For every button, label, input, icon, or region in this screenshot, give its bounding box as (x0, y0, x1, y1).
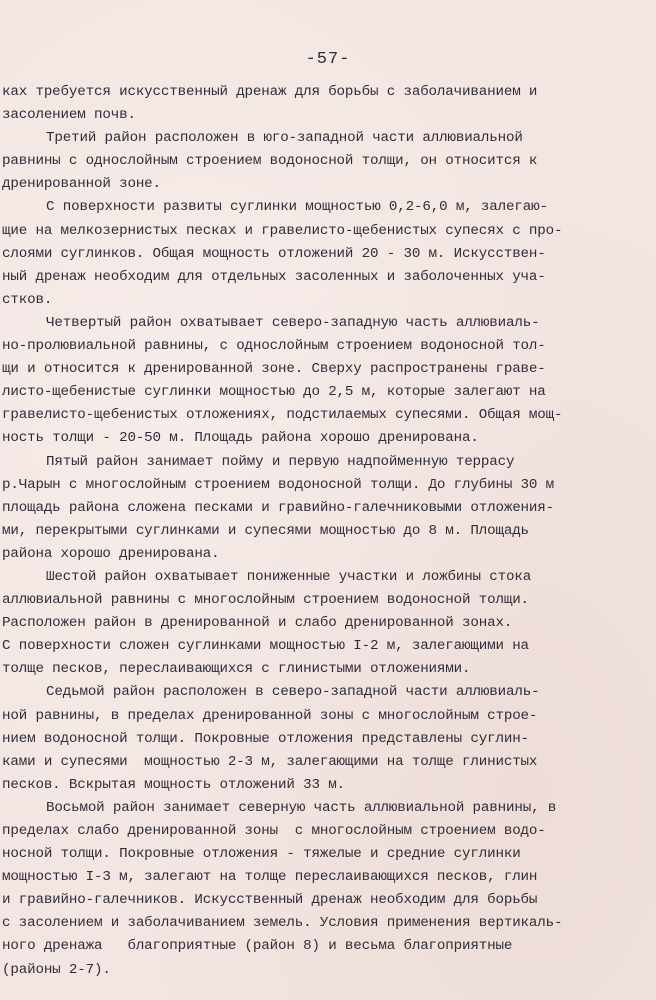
text-line: нием водоносной толщи. Покровные отложения представлены суглин- (2, 730, 529, 747)
text-line: песков. Вскрытая мощность отложений 33 м. (2, 776, 345, 793)
text-line: ной равнины, в пределах дренированной зоны с многослойным строе- (2, 707, 538, 724)
text-line: ках требуется искусственный дренаж для борьбы с заболачиванием и (2, 84, 538, 100)
text-line: дренированной зоне. (2, 176, 161, 193)
text-line: слоями суглинков. Общая мощность отложений 20 - 30 м. Искусствен- (2, 245, 546, 262)
text-line: Восьмой район занимает северную часть аллювиальной равнины, в (46, 799, 557, 816)
text-line: С поверхности сложен суглинками мощностью I-2 м, залегающими на (2, 638, 529, 655)
body-text (2, 81, 642, 982)
text-line: Пятый район занимает пойму и первую надпойменную террасу (46, 453, 515, 470)
text-line: ми, перекрытыми суглинками и супесями мощностью до 8 м. Площадь (2, 522, 529, 539)
text-line: пределах слабо дренированной зоны с многослойным строением водо- (2, 823, 546, 839)
text-line: но-пролювиальной равнины, с однослойным строением водоносной тол- (2, 338, 546, 355)
text-line: гравелисто-щебенистых отложениях, подстилаемых супесями. Общая мощ- (2, 407, 563, 424)
text-line: засолением почв. (2, 107, 136, 124)
text-line: (районы 2-7). (2, 961, 111, 978)
text-line: ный дренаж необходим для отдельных засоленных и заболоченных уча- (2, 268, 546, 285)
text-line: Шестой район охватывает пониженные участки и ложбины стока (46, 568, 532, 585)
text-line: щи и относится к дренированной зоне. Сверху распространены граве- (2, 361, 546, 378)
text-line: носной толщи. Покровные отложения - тяжелые и средние суглинки (2, 846, 521, 863)
text-line: аллювиальной равнины с многослойным строением водоносной толщи. (2, 592, 529, 609)
text-line: ками и супесями мощностью 2-3 м, залегающими на толще глинистых (2, 753, 538, 770)
text-line: Расположен район в дренированной и слабо дренированной зонах. (2, 615, 513, 632)
text-line: с засолением и заболачиванием земель. Условия применения вертикаль- (2, 915, 563, 932)
text-line: и гравийно-галечников. Искусственный дренаж необходим для борьбы (2, 892, 538, 909)
text-line: мощностью I-3 м, залегают на толще переслаивающихся песков, глин (2, 869, 538, 886)
text-line: равнины с однослойным строением водоносной толщи, он относится к (2, 153, 538, 170)
text-line: листо-щебенистые суглинки мощностью до 2,5 м, которые залегают на (2, 384, 546, 401)
text-line: С поверхности развиты суглинки мощностью 0,2-6,0 м, залегаю- (46, 199, 548, 216)
text-line: Третий район расположен в юго-западной части аллювиальной (46, 130, 523, 147)
text-line: щие на мелкозернистых песках и гравелисто-щебенистых супесях с про- (2, 222, 563, 239)
text-line: Седьмой район расположен в северо-западной части аллювиаль- (46, 684, 540, 701)
text-line: района хорошо дренирована. (2, 545, 220, 562)
text-line: площадь района сложена песками и гравийно-галечниковыми отложения- (2, 499, 555, 516)
text-line: Четвертый район охватывает северо-западную часть аллювиаль- (46, 314, 540, 331)
text-line: стков. (2, 291, 53, 308)
text-line: толще песков, переслаивающихся с глинистыми отложениями. (2, 661, 471, 678)
text-line: р.Чарын с многослойным строением водоносной толщи. До глубины 30 м (2, 476, 555, 493)
page-number: -57- (305, 50, 351, 69)
text-line: ного дренажа благоприятные (район 8) и весьма благоприятные (2, 938, 513, 955)
text-line: ность толщи - 20-50 м. Площадь района хорошо дренирована. (2, 430, 479, 447)
